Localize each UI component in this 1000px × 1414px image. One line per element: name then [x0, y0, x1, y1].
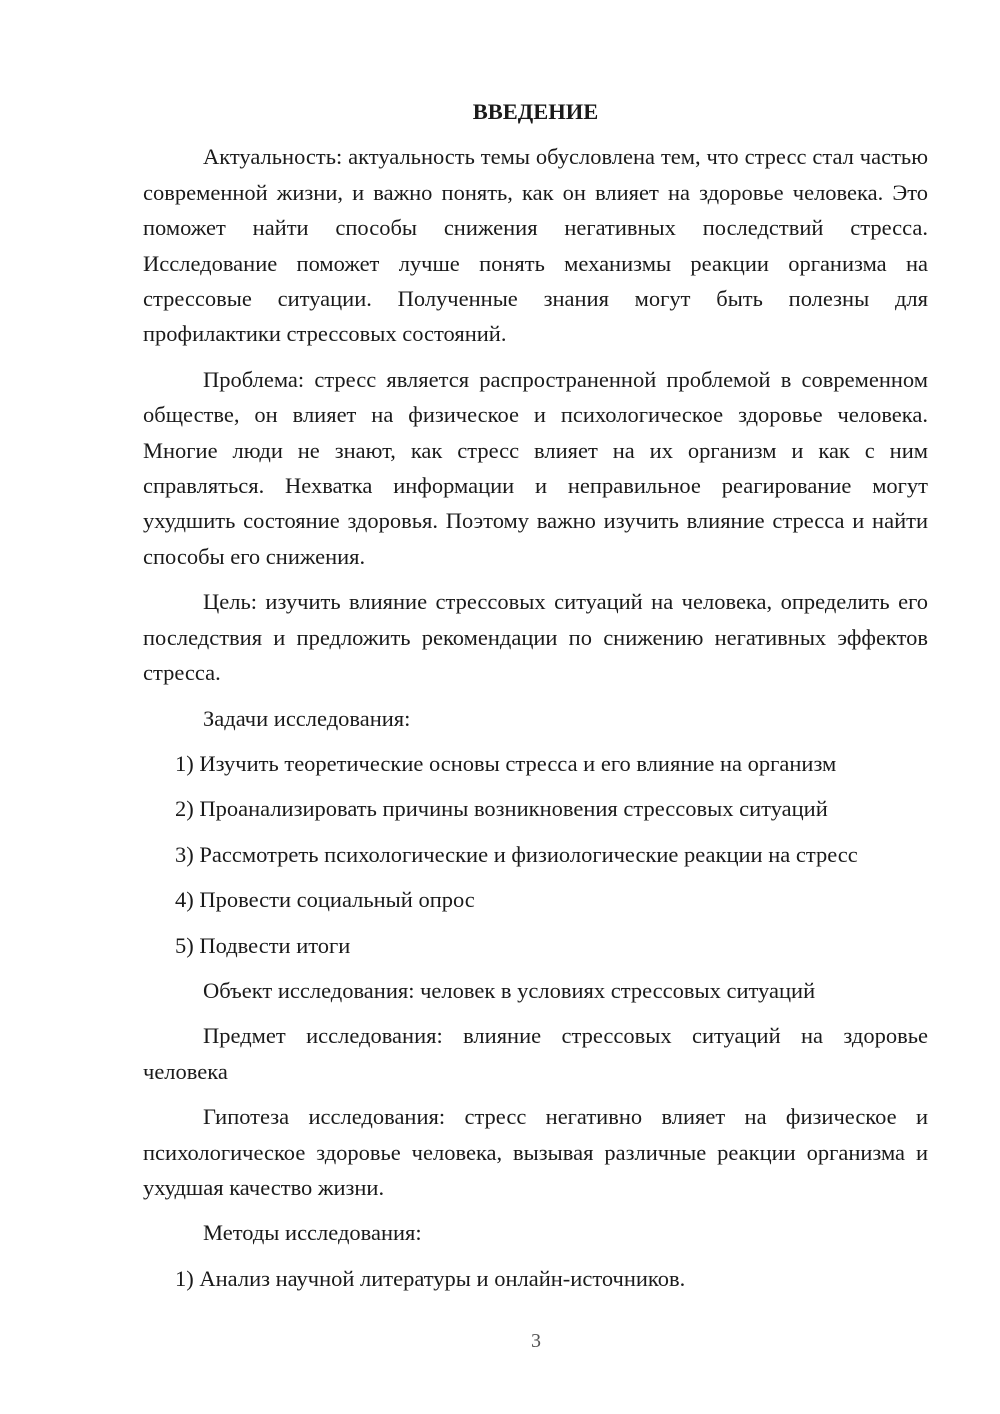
relevance-paragraph: Актуальность: актуальность темы обусловлена тем, что стресс стал частью современной жизни, и важно понять, как он влияет на здоровье человека. Это поможет найти способы снижения негативных последствий стресса. Исследование поможет лучше понять механизмы реакции организма на стрессовые ситуации. Полученные знания могут быть полезны для профилактики стрессовых состояний.: [143, 144, 928, 347]
method-item-1: 1) Анализ научной литературы и онлайн-источников.: [175, 1265, 686, 1291]
object-paragraph: Объект исследования: человек в условиях стрессовых ситуаций: [203, 977, 816, 1003]
tasks-label: Задачи исследования:: [203, 705, 411, 731]
section-heading: ВВЕДЕНИЕ: [472, 99, 599, 124]
task-item-2: 2) Проанализировать причины возникновения стрессовых ситуаций: [175, 796, 828, 822]
page-content: [143, 94, 928, 1306]
task-item-4: 4) Провести социальный опрос: [175, 887, 475, 913]
problem-paragraph: Проблема: стресс является распространенной проблемой в современном обществе, он влияет на физическое и психологическое здоровье человека. Многие люди не знают, как стресс влияет на их организм и как с ним справляться. Нехватка информации и неправильное реагирование могут ухудшить состояние здоровья. Поэтому важно изучить влияние стресса и найти способы его снижения.: [143, 366, 928, 569]
page-number: 3: [531, 1330, 541, 1352]
hypothesis-paragraph: Гипотеза исследования: стресс негативно влияет на физическое и психологическое здоровье человека, вызывая различные реакции организма и ухудшая качество жизни.: [143, 1104, 928, 1200]
methods-label: Методы исследования:: [203, 1220, 422, 1246]
subject-paragraph: Предмет исследования: влияние стрессовых ситуаций на здоровье человека: [143, 1023, 928, 1084]
task-item-5: 5) Подвести итоги: [175, 932, 351, 958]
task-item-3: 3) Рассмотреть психологические и физиологические реакции на стресс: [175, 841, 858, 867]
goal-paragraph: Цель: изучить влияние стрессовых ситуаций на человека, определить его последствия и предложить рекомендации по снижению негативных эффектов стресса.: [143, 589, 928, 686]
task-item-1: 1) Изучить теоретические основы стресса и его влияние на организм: [175, 750, 837, 776]
